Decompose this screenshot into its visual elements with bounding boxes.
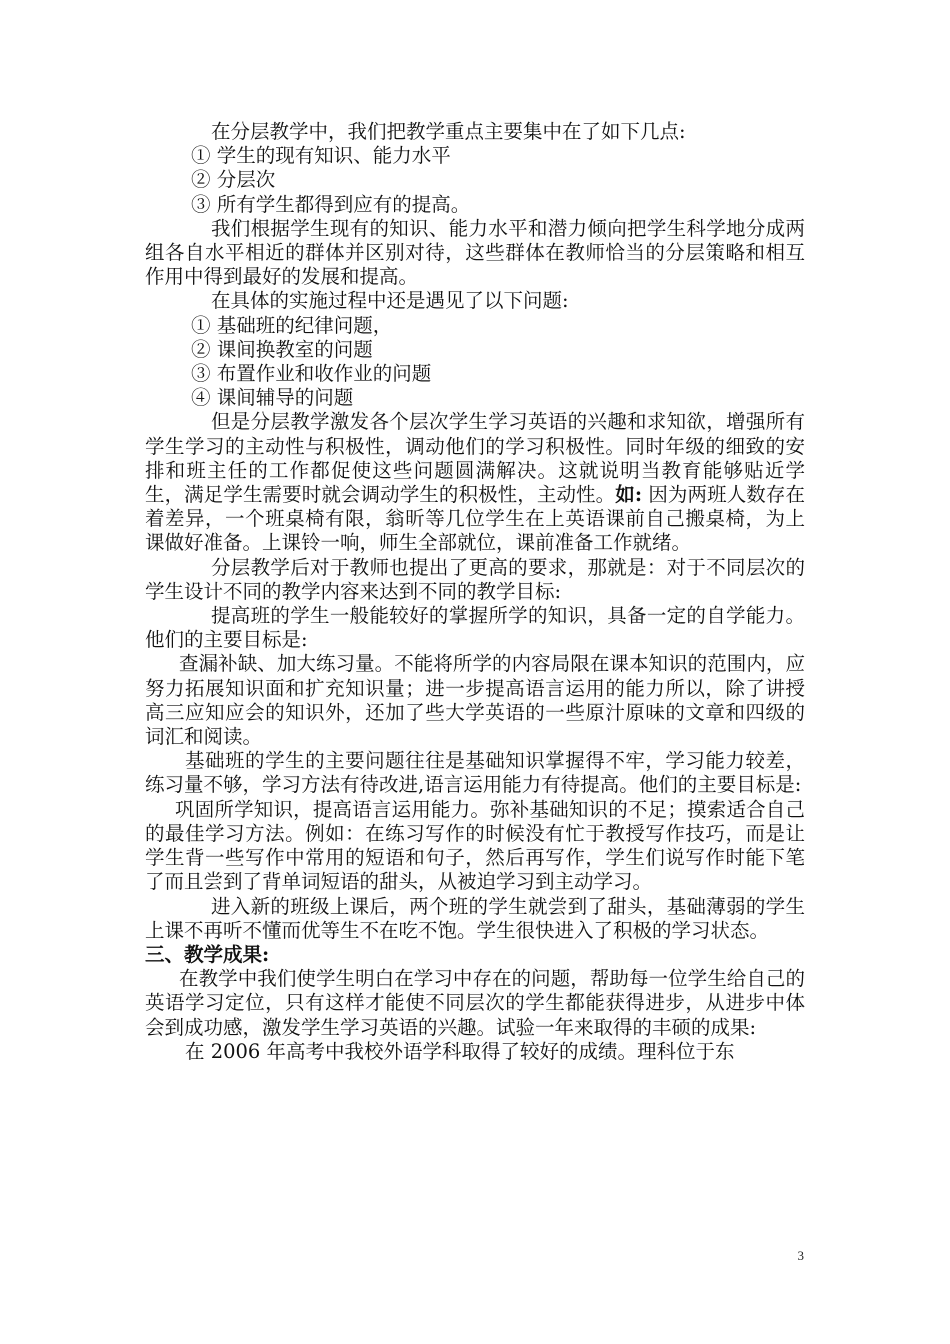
paragraph-intro: 在分层教学中，我们把教学重点主要集中在了如下几点:: [211, 120, 686, 143]
list-item: ③ 所有学生都得到应有的提高。: [191, 192, 471, 216]
paragraph-motivation-text: 但是分层教学激发各个层次学生学习英语的兴趣和求知欲，增强所有学生学习的主动性与积极性，调动他们的学习积极性。同时年级的细致的安排和班主任的工作都促使这些问题圆满解决。这就说明当教育能够贴近学生，满足学生需要时就会调动学生的积极性，主动性。: [145, 410, 805, 507]
example-label: 如:: [615, 483, 643, 507]
paragraph-basic-goals: 巩固所学知识，提高语言运用能力。弥补基础知识的不足；摸索适合自己的最佳学习方法。例如：在练习写作的时候没有忙于教授写作技巧，而是让学生背一些写作中常用的短语和句子，然后再写作，学生们说写作时能下笔了而且尝到了背单词短语的甜头，从被迫学习到主动学习。: [145, 797, 805, 894]
paragraph-grouping: 我们根据学生现有的知识、能力水平和潜力倾向把学生科学地分成两组各自水平相近的群体并区别对待，这些群体在教师恰当的分层策略和相互作用中得到最好的发展和提高。: [145, 216, 805, 289]
paragraph-example-text: 因为两班人数存在着差异，一个班桌椅有限，翁昕等几位学生在上英语课前自己搬桌椅，为上课做好准备。上课铃一响，师生全部就位，课前准备工作就绪。: [145, 483, 805, 555]
page-number: 3: [797, 1248, 804, 1263]
list-item: ① 学生的现有知识、能力水平: [191, 144, 451, 168]
paragraph-exam-results: 在 2006 年高考中我校外语学科取得了较好的成绩。理科位于东: [185, 1039, 735, 1063]
paragraph-problems-intro: 在具体的实施过程中还是遇见了以下问题:: [211, 289, 569, 313]
list-item: ① 基础班的纪律问题，: [191, 313, 393, 337]
focus-points-list: [145, 144, 805, 217]
document-body: [145, 120, 805, 1064]
list-item: ② 分层次: [191, 168, 276, 192]
list-item: ② 课间换教室的问题: [191, 337, 373, 361]
section-heading-results: 三、教学成果:: [145, 942, 270, 966]
list-item: ③ 布置作业和收作业的问题: [191, 362, 432, 386]
problems-list: [145, 314, 805, 411]
paragraph-motivation: [145, 410, 805, 555]
paragraph-basic-class: 基础班的学生的主要问题往往是基础知识掌握得不牢，学习能力较差，练习量不够，学习方法有待改进,语言运用能力有待提高。他们的主要目标是:: [145, 749, 805, 797]
paragraph-advanced-class: 提高班的学生一般能较好的掌握所学的知识，具备一定的自学能力。他们的主要目标是:: [145, 604, 805, 652]
paragraph-new-class: 进入新的班级上课后，两个班的学生就尝到了甜头，基础薄弱的学生上课不再听不懂而优等生不在吃不饱。学生很快进入了积极的学习状态。: [145, 894, 805, 942]
list-item: ④ 课间辅导的问题: [191, 386, 354, 410]
paragraph-teacher-requirements: 分层教学后对于教师也提出了更高的要求，那就是：对于不同层次的学生设计不同的教学内容来达到不同的教学目标:: [145, 555, 805, 603]
paragraph-advanced-goals: 查漏补缺、加大练习量。不能将所学的内容局限在课本知识的范围内，应努力拓展知识面和扩充知识量；进一步提高语言运用的能力所以，除了讲授高三应知应会的知识外，还加了些大学英语的一些原汁原味的文章和四级的词汇和阅读。: [145, 652, 805, 749]
paragraph-results: 在教学中我们使学生明白在学习中存在的问题，帮助每一位学生给自己的英语学习定位，只有这样才能使不同层次的学生都能获得进步，从进步中体会到成功感，激发学生学习英语的兴趣。试验一年来取得的丰硕的成果:: [145, 967, 805, 1039]
